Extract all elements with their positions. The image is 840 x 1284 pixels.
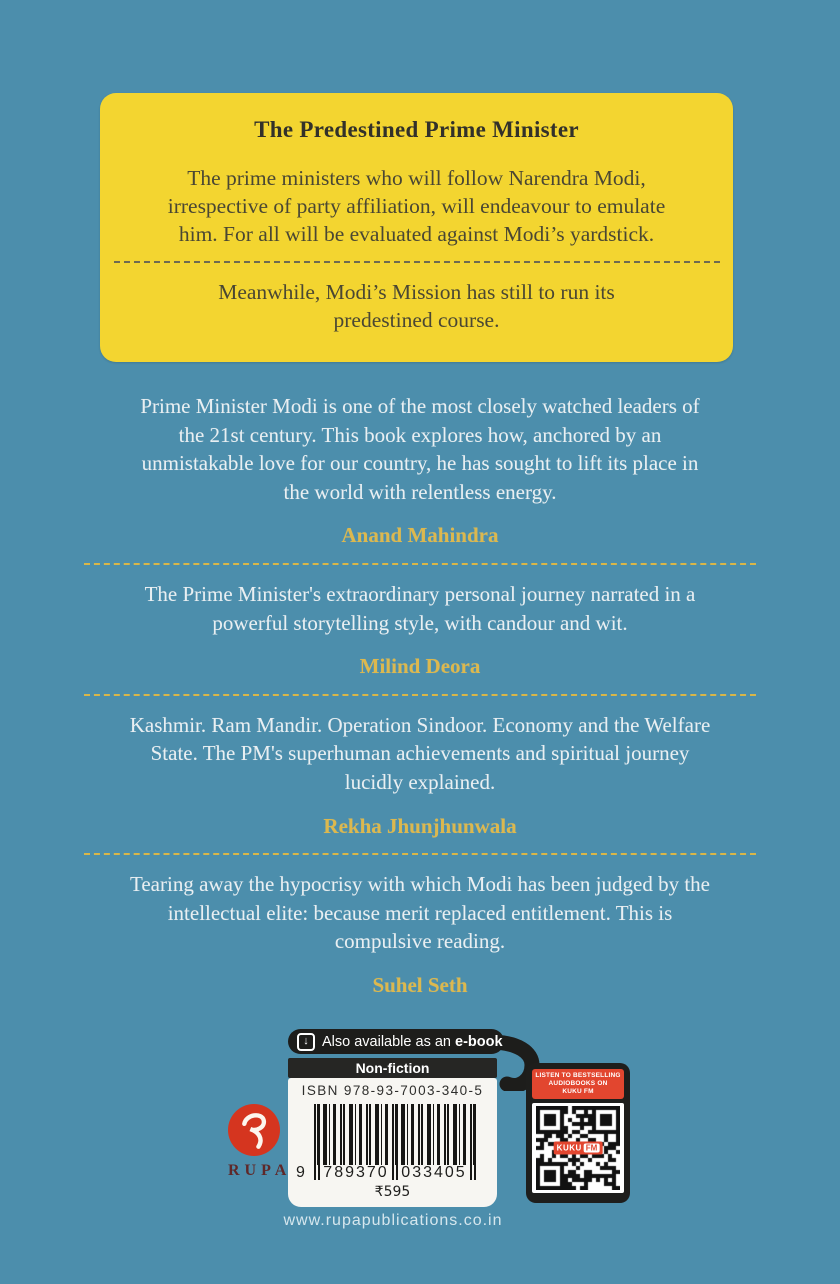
- publisher-name: RUPA: [228, 1162, 292, 1179]
- dashed-divider: [84, 694, 756, 696]
- dashed-divider: [84, 563, 756, 565]
- highlight-quote-box: [100, 93, 733, 362]
- endorsement-quote: [80, 392, 760, 506]
- publisher-website: www.rupapublications.co.in: [283, 1212, 503, 1229]
- qr-code: [532, 1103, 624, 1193]
- quote-line: The Prime Minister's extraordinary personal journey narrated in a: [144, 581, 696, 606]
- isbn-label: ISBN 978-93-7003-340-5: [301, 1083, 484, 1098]
- publisher-logo: [223, 1104, 292, 1180]
- quote-line: the world with relentless energy.: [283, 479, 557, 504]
- dashed-divider: [84, 853, 756, 855]
- quote-line: the 21st century. This book explores how, anchored by an: [178, 422, 662, 447]
- ebook-availability-badge: [288, 1029, 504, 1054]
- endorsement-author: Rekha Jhunjhunwala: [323, 813, 517, 838]
- endorsement-author: Suhel Seth: [372, 972, 468, 997]
- quote-line: unmistakable love for our country, he has sought to lift its place in: [141, 451, 699, 476]
- endorsements-section: [80, 392, 760, 1000]
- quote-line: State. The PM's superhuman achievements and spiritual journey: [150, 741, 690, 766]
- ebook-badge-text: Also available as an e-book: [322, 1033, 503, 1050]
- download-icon: ↓: [297, 1033, 315, 1051]
- endorsement-quote: [80, 711, 760, 797]
- endorsement-author: Milind Deora: [359, 654, 481, 679]
- endorsement-author: Anand Mahindra: [341, 523, 499, 548]
- audiobook-qr-panel: [526, 1063, 630, 1203]
- rupa-logo-icon: [228, 1104, 280, 1156]
- quote-line: The prime ministers who will follow Narendra Modi,: [187, 166, 646, 190]
- genre-label-bar: Non-fiction: [288, 1058, 497, 1078]
- qr-header-text: LISTEN TO BESTSELLING AUDIOBOOKS ON KUKU FM: [532, 1069, 624, 1099]
- quote-line: compulsive reading.: [334, 929, 506, 954]
- quote-line: Tearing away the hypocrisy with which Modi has been judged by the: [130, 872, 710, 897]
- barcode-bars: [314, 1104, 474, 1165]
- dashed-divider: [114, 261, 720, 263]
- quote-line: predestined course.: [333, 308, 500, 332]
- quote-line: him. For all will be evaluated against Modi’s yardstick.: [178, 222, 655, 246]
- highlight-title: The Predestined Prime Minister: [254, 117, 579, 142]
- price-label: ₹595: [374, 1184, 411, 1200]
- quote-line: intellectual elite: because merit replaced entitlement. This is: [167, 900, 673, 925]
- kuku-fm-badge: KUKU FM: [554, 1142, 603, 1155]
- quote-line: irrespective of party affiliation, will endeavour to emulate: [167, 194, 666, 218]
- quote-line: Kashmir. Ram Mandir. Operation Sindoor. Economy and the Welfare: [129, 712, 711, 737]
- isbn-barcode-panel: [288, 1078, 497, 1207]
- quote-line: lucidly explained.: [344, 769, 496, 794]
- endorsement-quote: [80, 870, 760, 956]
- highlight-footnote: [100, 278, 733, 334]
- quote-line: powerful storytelling style, with candour and wit.: [212, 610, 628, 635]
- quote-line: Prime Minister Modi is one of the most closely watched leaders of: [140, 394, 700, 418]
- highlight-quote: [100, 164, 733, 248]
- quote-line: Meanwhile, Modi’s Mission has still to run its: [218, 280, 615, 304]
- barcode-digits: 9 789370 033405: [296, 1164, 467, 1181]
- endorsement-quote: [80, 580, 760, 637]
